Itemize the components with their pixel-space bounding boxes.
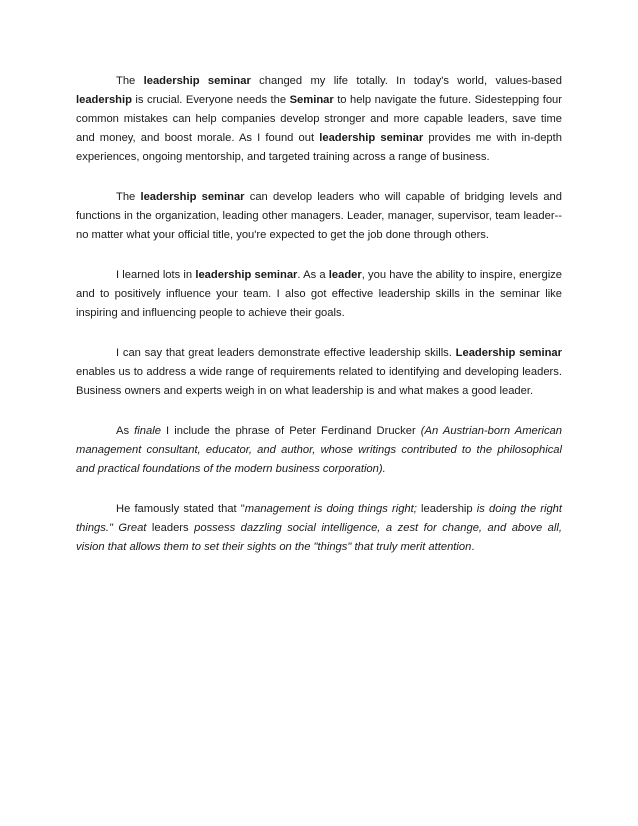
italic-text-run: finale (134, 425, 161, 437)
text-run: . (471, 541, 475, 553)
text-run: He famously stated that " (116, 503, 245, 515)
paragraph-1 (76, 72, 562, 167)
bold-text-run: Seminar (289, 94, 334, 106)
paragraph-6 (76, 500, 562, 557)
bold-text-run: leadership seminar (140, 191, 245, 203)
text-run: to help navigate the future. Sidestepping four common mistakes can help companies develop stronger and more capable leaders, save time and money, and boost morale. As I found out (76, 94, 562, 144)
text-run: , you have the ability to inspire, energize and to positively influence your team. I also got effective leadership skills in the seminar like inspiring and influencing people to achieve their goals. (76, 269, 562, 319)
text-run: As (116, 425, 135, 437)
italic-text-run: possess dazzling social intelligence, a zest for change, and above all, vision that allows them to set their sights on the "things" that truly merit attention (76, 522, 562, 553)
bold-text-run: leadership seminar (195, 269, 298, 281)
paragraph-5 (76, 422, 562, 479)
text-run: enables us to address a wide range of requirements related to identifying and developing leaders. Business owners and experts weigh in on what leadership is and what makes a good leader. (76, 366, 562, 397)
bold-text-run: leader (328, 269, 362, 281)
text-run: changed my life totally. In today's world, values-based (250, 75, 563, 87)
paragraph-4 (76, 344, 562, 401)
text-run: leadership (416, 503, 477, 515)
text-run: I learned lots in (116, 269, 196, 281)
bold-text-run: Leadership seminar (455, 347, 562, 359)
text-run: leaders (146, 522, 195, 534)
italic-text-run: management is doing things right; (244, 503, 417, 515)
text-run: is crucial. Everyone needs the (131, 94, 290, 106)
text-run: . As a (297, 269, 329, 281)
italic-text-run: (An Austrian-born American management consultant, educator, and author, whose writings contributed to the philosophical and practical foundations of the modern business corporation). (76, 425, 562, 475)
bold-text-run: leadership seminar (319, 132, 424, 144)
text-run: The (116, 75, 144, 87)
text-run: can develop leaders who will capable of bridging levels and functions in the organization, leading other managers. Leader, manager, supervisor, team leader--no matter what your official title, you're expected to get the job done through others. (76, 191, 562, 241)
paragraph-2 (76, 188, 562, 245)
bold-text-run: leadership (76, 94, 132, 106)
text-run: I can say that great leaders demonstrate effective leadership skills. (116, 347, 456, 359)
italic-text-run: is doing the right things." Great (76, 503, 562, 534)
text-run: provides me with in-depth experiences, ongoing mentorship, and targeted training across a range of business. (76, 132, 562, 163)
text-run: The (116, 191, 141, 203)
bold-text-run: leadership seminar (143, 75, 251, 87)
paragraph-3 (76, 266, 562, 323)
text-run: I include the phrase of Peter Ferdinand Drucker (160, 425, 421, 437)
